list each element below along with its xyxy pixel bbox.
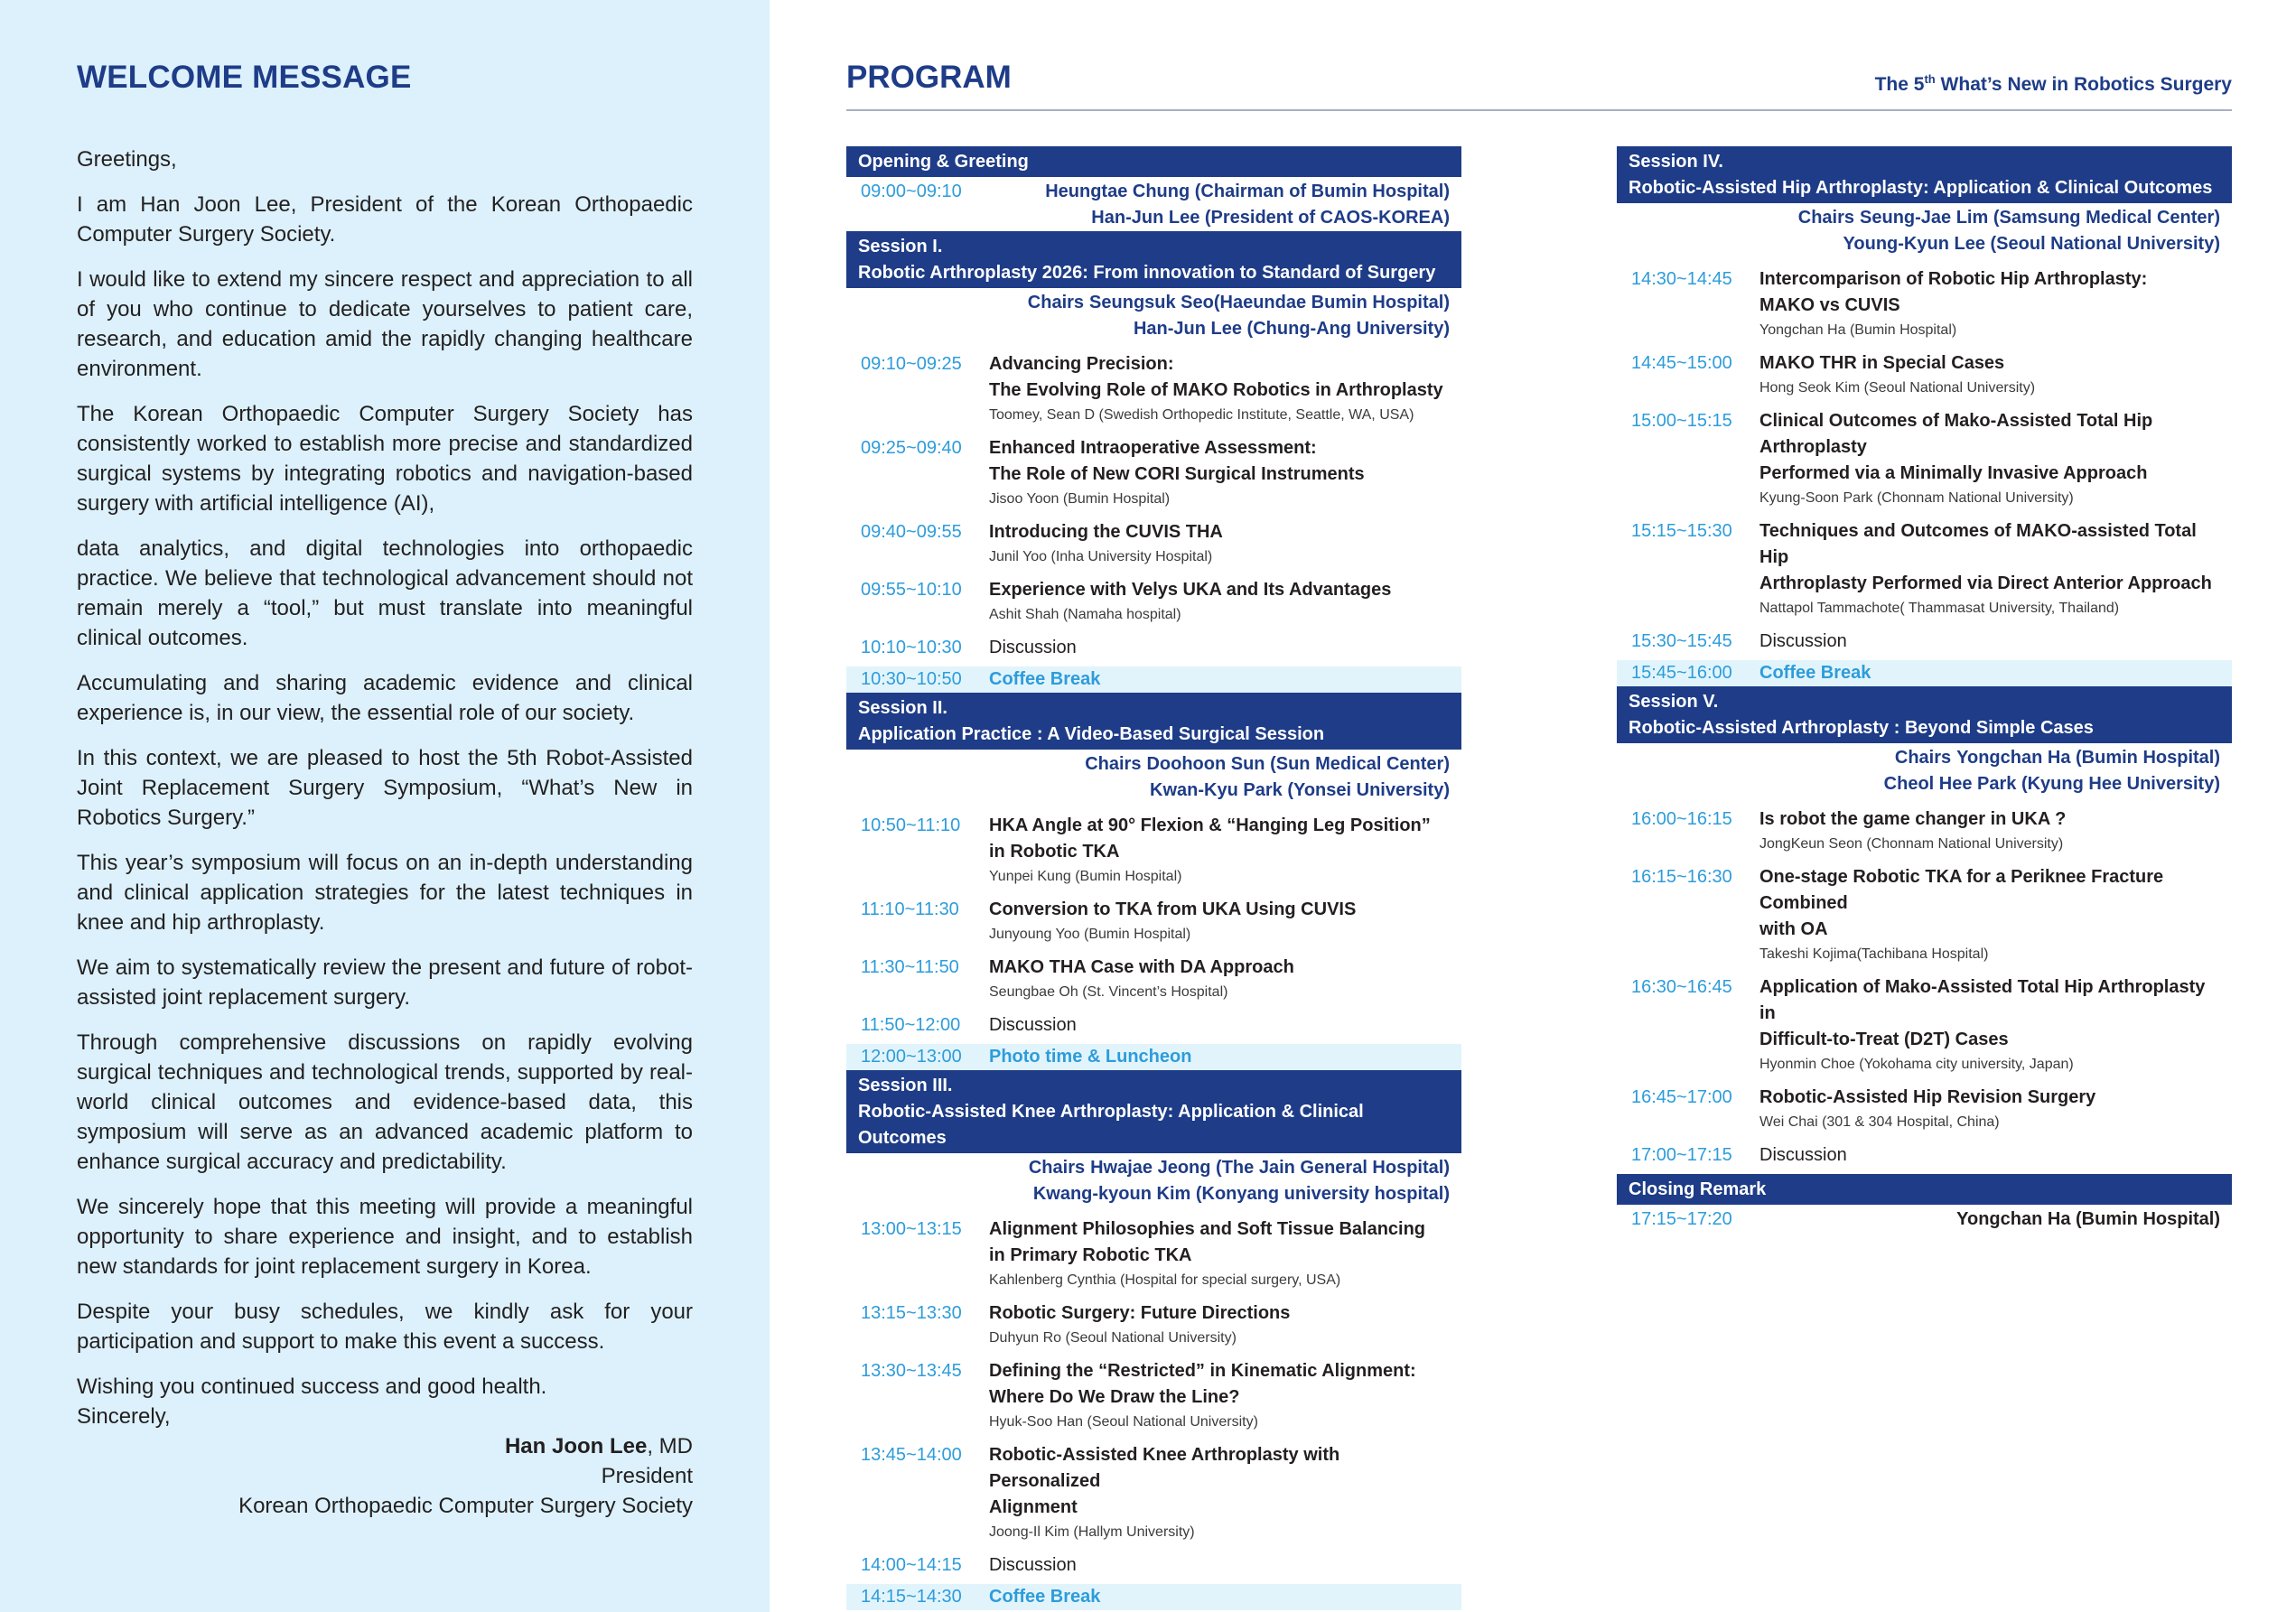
event-title-sup: th [1924, 72, 1936, 86]
discussion-row [846, 635, 1461, 661]
discussion-label: Discussion [989, 1555, 1077, 1575]
chairs-label: Chairs [1085, 754, 1142, 774]
session-1-chair-2: Han-Jun Lee (Chung-Ang University) [1133, 319, 1450, 339]
opening-speaker-1: Heungtae Chung (Chairman of Bumin Hospital) [1045, 182, 1450, 201]
session-5-chair-2: Cheol Hee Park (Kyung Hee University) [1883, 774, 2220, 794]
session-2-header [846, 693, 1461, 750]
talk-speaker: Yongchan Ha (Bumin Hospital) [1759, 322, 1957, 338]
break-row [846, 1044, 1461, 1070]
program-column-left [846, 146, 1461, 1610]
signature-role: President [601, 1464, 693, 1488]
talk-speaker: Junyoung Yoo (Bumin Hospital) [989, 927, 1191, 942]
talk-title-line-2: Arthroplasty Performed via Direct Anterior Approach [1759, 573, 2212, 593]
session-5-chairs [1617, 745, 2232, 771]
talk-title: Advancing Precision: [989, 354, 1174, 374]
signature-name-line [77, 1431, 693, 1461]
discussion-label: Discussion [1759, 1145, 1847, 1165]
talk-title: Clinical Outcomes of Mako-Assisted Total Hip Arthroplasty [1759, 411, 2153, 457]
session-5-title: Robotic-Assisted Arthroplasty : Beyond Simple Cases [1629, 718, 2094, 738]
talk-title: Application of Mako-Assisted Total Hip Arthroplasty in [1759, 977, 2206, 1023]
session-5-header [1617, 686, 2232, 743]
talk-row [1617, 806, 2232, 855]
closing-time: 17:15~17:20 [1631, 1209, 1732, 1229]
talk-title: Defining the “Restricted” in Kinematic Alignment: [989, 1361, 1416, 1381]
talk-title-line-2: Difficult-to-Treat (D2T) Cases [1759, 1030, 2009, 1049]
discussion-time: 10:10~10:30 [861, 638, 962, 657]
talk-title-line-2: with OA [1759, 919, 1828, 939]
opening-row-1 [846, 179, 1461, 205]
session-2-chair-2: Kwan-Kyu Park (Yonsei University) [1150, 780, 1450, 800]
closing-speaker: Yongchan Ha (Bumin Hospital) [1956, 1209, 2220, 1229]
talk-time: 14:45~15:00 [1631, 353, 1732, 373]
opening-header: Opening & Greeting [846, 146, 1461, 177]
talk-time: 11:30~11:50 [861, 957, 959, 977]
session-5-number: Session V. [1629, 692, 1719, 712]
signature-name: Han Joon Lee [504, 1434, 648, 1458]
session-1-title: Robotic Arthroplasty 2026: From innovation to Standard of Surgery [858, 263, 1436, 283]
session-3-chair-1: Hwajae Jeong (The Jain General Hospital) [1090, 1158, 1450, 1178]
session-1-header [846, 231, 1461, 288]
talk-time: 16:00~16:15 [1631, 809, 1732, 829]
session-4-chair-1: Seung-Jae Lim (Samsung Medical Center) [1860, 208, 2220, 228]
talk-row [846, 351, 1461, 426]
talk-title: Enhanced Intraoperative Assessment: [989, 438, 1317, 458]
talk-row [846, 519, 1461, 568]
talk-row [846, 1442, 1461, 1543]
talk-time: 13:00~13:15 [861, 1219, 962, 1239]
talk-speaker: Ashit Shah (Namaha hospital) [989, 607, 1181, 622]
session-1-chair-1: Seungsuk Seo(Haeundae Bumin Hospital) [1089, 293, 1450, 312]
talk-title: Conversion to TKA from UKA Using CUVIS [989, 899, 1357, 919]
break-time: 14:15~14:30 [861, 1587, 962, 1607]
discussion-time: 15:30~15:45 [1631, 631, 1732, 651]
talk-title-line-2: MAKO vs CUVIS [1759, 295, 1900, 315]
discussion-row [846, 1552, 1461, 1579]
chairs-label: Chairs [1028, 1158, 1086, 1178]
talk-row [1617, 408, 2232, 509]
talk-row [846, 435, 1461, 510]
welcome-paragraph: This year’s symposium will focus on an in-depth understanding and clinical application strategies for the latest techniques in knee and hip arthroplasty. [77, 851, 693, 935]
session-1-number: Session I. [858, 237, 943, 256]
talk-speaker: Wei Chai (301 & 304 Hospital, China) [1759, 1114, 2000, 1130]
talk-speaker: Yunpei Kung (Bumin Hospital) [989, 869, 1182, 884]
discussion-row [1617, 629, 2232, 655]
talk-title-line-2: The Role of New CORI Surgical Instruments [989, 464, 1365, 484]
break-time: 15:45~16:00 [1631, 663, 1732, 683]
talk-row [1617, 974, 2232, 1076]
break-row [846, 1584, 1461, 1610]
talk-time: 15:00~15:15 [1631, 411, 1732, 431]
talk-speaker: Hong Seok Kim (Seoul National University) [1759, 380, 2036, 396]
talk-time: 16:30~16:45 [1631, 977, 1732, 997]
chairs-label: Chairs [1027, 293, 1085, 312]
talk-speaker: Seungbae Oh (St. Vincent’s Hospital) [989, 984, 1228, 1000]
break-time: 12:00~13:00 [861, 1047, 962, 1067]
talk-speaker: Junil Yoo (Inha University Hospital) [989, 549, 1213, 564]
talk-title: Introducing the CUVIS THA [989, 522, 1223, 542]
welcome-paragraph: I would like to extend my sincere respect and appreciation to all of you who continue to dedicate yourselves to patient care, research, and education amid the rapidly changing healthcare environment. [77, 267, 693, 381]
welcome-paragraph: We sincerely hope that this meeting will provide a meaningful opportunity to share experience and insight, and to establish new standards for joint replacement surgery in Korea. [77, 1195, 693, 1279]
welcome-paragraph: We aim to systematically review the present and future of robot-assisted joint replacement surgery. [77, 955, 693, 1010]
talk-row [846, 955, 1461, 1003]
discussion-time: 14:00~14:15 [861, 1555, 962, 1575]
welcome-paragraph: Accumulating and sharing academic evidence and clinical experience is, in our view, the essential role of our society. [77, 671, 693, 725]
event-title-suffix: What’s New in Robotics Surgery [1935, 74, 2232, 95]
talk-title: Experience with Velys UKA and Its Advantages [989, 580, 1392, 600]
signature-org: Korean Orthopaedic Computer Surgery Society [238, 1494, 693, 1518]
talk-speaker: Takeshi Kojima(Tachibana Hospital) [1759, 946, 1989, 962]
welcome-closing: Wishing you continued success and good health. [77, 1374, 547, 1399]
discussion-time: 17:00~17:15 [1631, 1145, 1732, 1165]
session-3-chairs [846, 1155, 1461, 1181]
talk-row [846, 1216, 1461, 1291]
talk-row [846, 577, 1461, 626]
talk-title: Robotic Surgery: Future Directions [989, 1303, 1291, 1323]
chairs-label: Chairs [1894, 748, 1952, 768]
talk-title-line-2: Where Do We Draw the Line? [989, 1387, 1240, 1407]
welcome-sincerely: Sincerely, [77, 1404, 171, 1429]
chairs-label: Chairs [1797, 208, 1855, 228]
talk-title-line-2: Alignment [989, 1497, 1078, 1517]
opening-time: 09:00~09:10 [861, 182, 962, 201]
talk-title: MAKO THR in Special Cases [1759, 353, 2005, 373]
session-2-title: Application Practice : A Video-Based Surgical Session [858, 724, 1325, 744]
session-2-chair-1: Doohoon Sun (Sun Medical Center) [1146, 754, 1450, 774]
discussion-label: Discussion [989, 638, 1077, 657]
talk-row [846, 897, 1461, 946]
talk-speaker: Jisoo Yoon (Bumin Hospital) [989, 491, 1171, 507]
program-title: PROGRAM [846, 60, 1012, 95]
session-5-chair-1: Yongchan Ha (Bumin Hospital) [1956, 748, 2220, 768]
talk-time: 11:10~11:30 [861, 899, 959, 919]
welcome-panel [0, 0, 770, 1612]
talk-title-line-2: The Evolving Role of MAKO Robotics in Arthroplasty [989, 380, 1443, 400]
opening-row-2 [846, 205, 1461, 231]
talk-time: 09:25~09:40 [861, 438, 962, 458]
discussion-row [1617, 1142, 2232, 1169]
talk-title: Techniques and Outcomes of MAKO-assisted Total Hip [1759, 521, 2197, 567]
welcome-paragraph: I am Han Joon Lee, President of the Korean Orthopaedic Computer Surgery Society. [77, 192, 693, 247]
session-3-chair-2: Kwang-kyoun Kim (Konyang university hospital) [1032, 1184, 1450, 1204]
program-column-right [1617, 146, 2232, 1233]
talk-time: 09:40~09:55 [861, 522, 962, 542]
break-label: Photo time & Luncheon [989, 1047, 1192, 1067]
talk-title: One-stage Robotic TKA for a Periknee Fracture Combined [1759, 867, 2164, 913]
closing-row [1617, 1207, 2232, 1233]
talk-time: 15:15~15:30 [1631, 521, 1732, 541]
break-label: Coffee Break [989, 669, 1101, 689]
event-title-prefix: The 5 [1874, 74, 1925, 95]
opening-speaker-2: Han-Jun Lee (President of CAOS-KOREA) [1091, 208, 1450, 228]
talk-row [1617, 518, 2232, 620]
talk-speaker: Duhyun Ro (Seoul National University) [989, 1330, 1237, 1346]
discussion-row [846, 1012, 1461, 1039]
closing-header: Closing Remark [1617, 1174, 2232, 1205]
break-time: 10:30~10:50 [861, 669, 962, 689]
talk-speaker: Nattapol Tammachote( Thammasat University, Thailand) [1759, 601, 2120, 616]
talk-time: 13:45~14:00 [861, 1445, 962, 1465]
session-4-header [1617, 146, 2232, 203]
welcome-paragraph: In this context, we are pleased to host the 5th Robot-Assisted Joint Replacement Surgery Symposium, “What’s New in Robotics Surgery.” [77, 746, 693, 830]
welcome-paragraph: data analytics, and digital technologies into orthopaedic practice. We believe that technological advancement should not remain merely a “tool,” but must translate into meaningful clinical outcomes. [77, 536, 693, 650]
break-label: Coffee Break [989, 1587, 1101, 1607]
discussion-label: Discussion [1759, 631, 1847, 651]
session-4-chair-2: Young-Kyun Lee (Seoul National University) [1843, 234, 2220, 254]
welcome-paragraph: The Korean Orthopaedic Computer Surgery Society has consistently worked to establish more precise and standardized surgical systems by integrating robotics and navigation-based surgery with artificial intelligence (AI), [77, 402, 693, 516]
welcome-paragraph: Greetings, [77, 147, 177, 172]
session-3-header [846, 1070, 1461, 1153]
talk-speaker: JongKeun Seon (Chonnam National University) [1759, 836, 2064, 852]
talk-title: HKA Angle at 90° Flexion & “Hanging Leg Position” [989, 815, 1431, 835]
break-row [1617, 660, 2232, 686]
talk-title-line-2: in Primary Robotic TKA [989, 1245, 1192, 1265]
talk-row [1617, 864, 2232, 965]
talk-row [1617, 1085, 2232, 1133]
talk-time: 09:55~10:10 [861, 580, 962, 600]
discussion-time: 11:50~12:00 [861, 1015, 961, 1035]
talk-speaker: Hyonmin Choe (Yokohama city university, Japan) [1759, 1057, 2074, 1072]
talk-title: Alignment Philosophies and Soft Tissue Balancing [989, 1219, 1426, 1239]
welcome-paragraph: Despite your busy schedules, we kindly ask for your participation and support to make this event a success. [77, 1300, 693, 1354]
talk-speaker: Toomey, Sean D (Swedish Orthopedic Institute, Seattle, WA, USA) [989, 407, 1414, 423]
session-4-title: Robotic-Assisted Hip Arthroplasty: Application & Clinical Outcomes [1629, 178, 2213, 198]
break-row [846, 666, 1461, 693]
talk-row [846, 1358, 1461, 1433]
talk-row [1617, 350, 2232, 399]
signature-degree: , MD [647, 1434, 693, 1458]
talk-time: 13:15~13:30 [861, 1303, 962, 1323]
header-divider [846, 109, 2232, 111]
talk-title: Robotic-Assisted Knee Arthroplasty with Personalized [989, 1445, 1340, 1491]
talk-speaker: Kahlenberg Cynthia (Hospital for special surgery, USA) [989, 1272, 1341, 1288]
welcome-body [77, 144, 693, 1521]
talk-title-line-2: in Robotic TKA [989, 842, 1120, 862]
event-title [1875, 72, 2232, 96]
session-4-number: Session IV. [1629, 152, 1723, 172]
talk-title: Intercomparison of Robotic Hip Arthroplasty: [1759, 269, 2148, 289]
session-3-title: Robotic-Assisted Knee Arthroplasty: Application & Clinical Outcomes [858, 1102, 1364, 1148]
talk-row [1617, 266, 2232, 341]
session-1-chairs [846, 290, 1461, 316]
welcome-title: WELCOME MESSAGE [77, 60, 412, 95]
talk-row [846, 1300, 1461, 1349]
discussion-label: Discussion [989, 1015, 1077, 1035]
talk-time: 16:15~16:30 [1631, 867, 1732, 887]
session-4-chairs [1617, 205, 2232, 231]
talk-time: 13:30~13:45 [861, 1361, 962, 1381]
talk-title: MAKO THA Case with DA Approach [989, 957, 1294, 977]
talk-speaker: Hyuk-Soo Han (Seoul National University) [989, 1414, 1258, 1430]
session-2-number: Session II. [858, 698, 947, 718]
break-label: Coffee Break [1759, 663, 1871, 683]
talk-title-line-2: Performed via a Minimally Invasive Approach [1759, 463, 2148, 483]
talk-time: 09:10~09:25 [861, 354, 962, 374]
session-3-number: Session III. [858, 1076, 953, 1095]
talk-speaker: Kyung-Soon Park (Chonnam National University) [1759, 490, 2074, 506]
session-2-chairs [846, 751, 1461, 778]
talk-time: 14:30~14:45 [1631, 269, 1732, 289]
welcome-paragraph: Through comprehensive discussions on rapidly evolving surgical techniques and technological trends, supported by real-world clinical outcomes and evidence-based data, this symposium will serve as an advanced academic platform to enhance surgical accuracy and predictability. [77, 1030, 693, 1174]
talk-row [846, 813, 1461, 888]
talk-title: Robotic-Assisted Hip Revision Surgery [1759, 1087, 2096, 1107]
talk-speaker: Joong-Il Kim (Hallym University) [989, 1524, 1195, 1540]
talk-time: 16:45~17:00 [1631, 1087, 1732, 1107]
talk-time: 10:50~11:10 [861, 815, 961, 835]
talk-title: Is robot the game changer in UKA ? [1759, 809, 2067, 829]
